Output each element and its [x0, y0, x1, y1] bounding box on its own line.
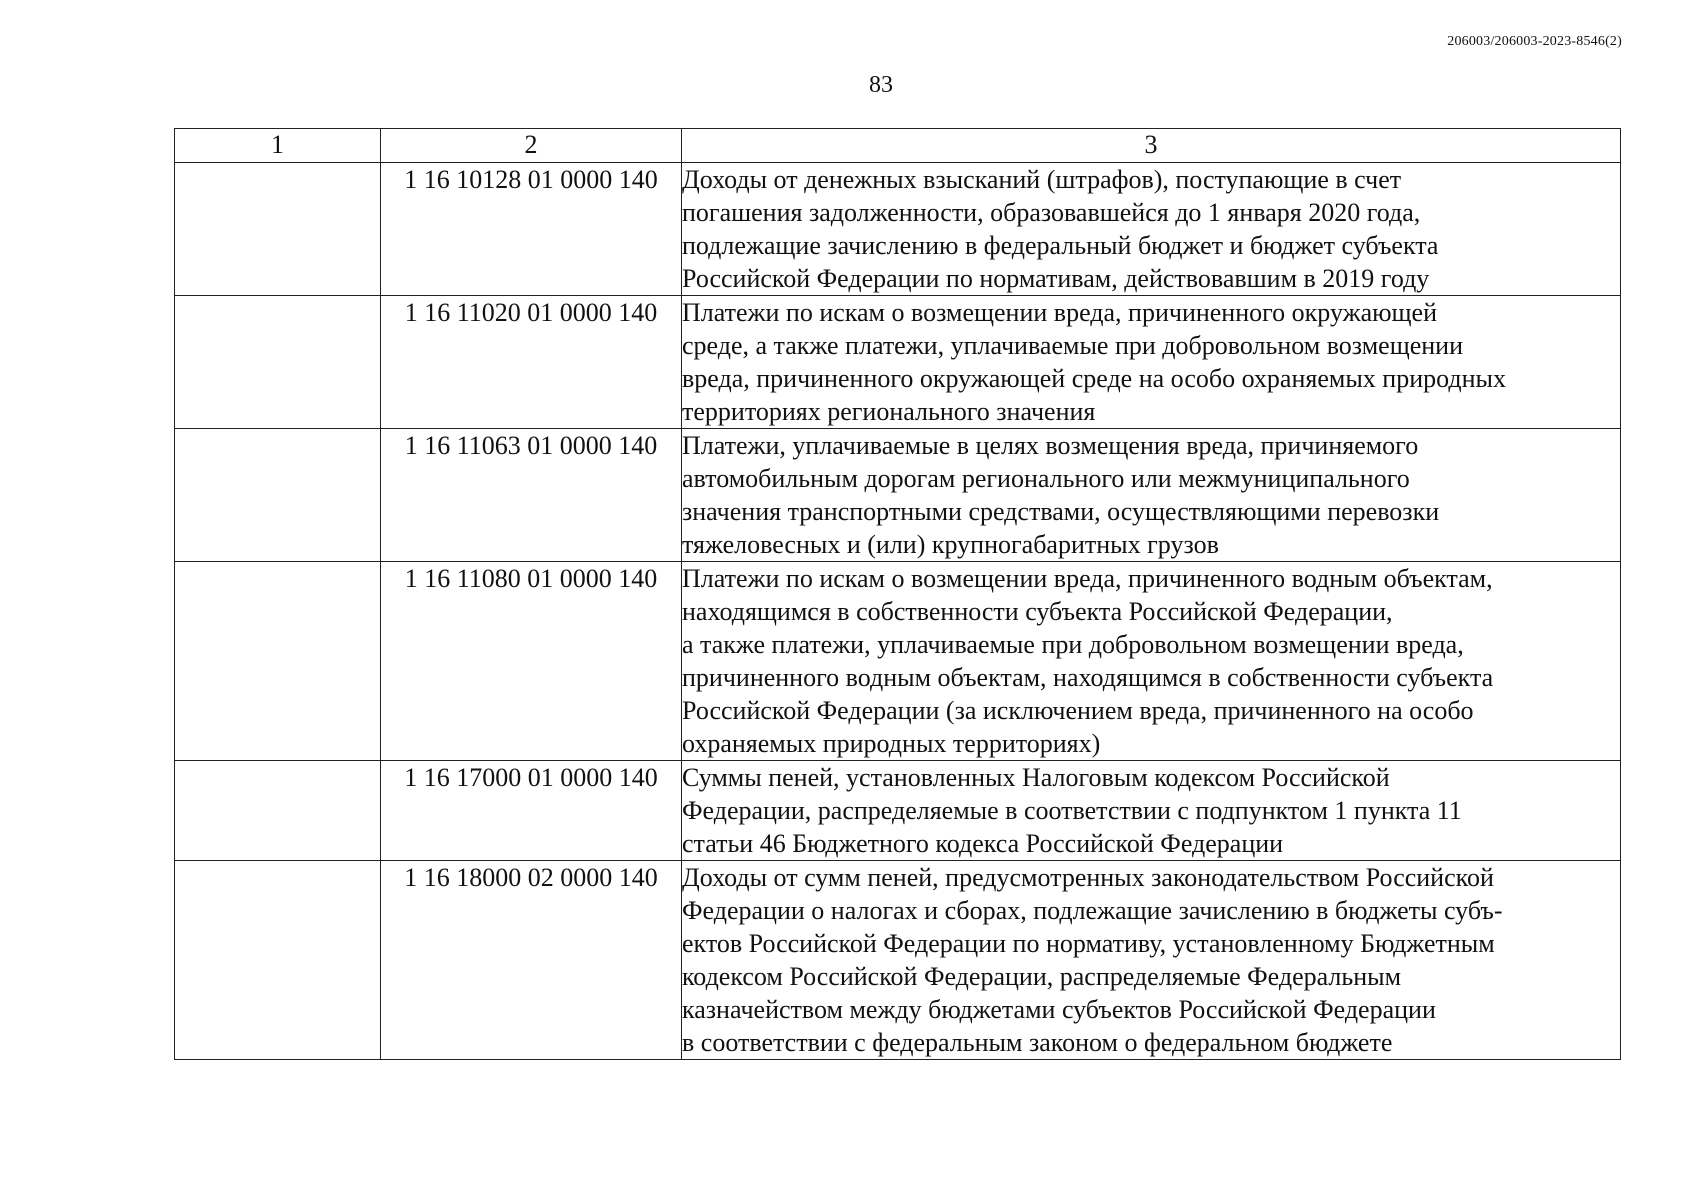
description-line: Суммы пеней, установленных Налоговым кодексом Российской — [682, 763, 1390, 792]
description-line: статьи 46 Бюджетного кодекса Российской Федерации — [682, 829, 1284, 858]
column-number-1: 1 — [175, 129, 381, 163]
admin-code-cell — [175, 429, 381, 562]
description-line: автомобильным дорогам регионального или межмуниципального — [682, 464, 1410, 493]
description-line: находящимся в собственности субъекта Российской Федерации, — [682, 597, 1393, 626]
income-description-cell — [682, 761, 1621, 861]
table-body — [175, 163, 1621, 1060]
table-row — [175, 296, 1621, 429]
description-line: Федерации о налогах и сборах, подлежащие зачислению в бюджеты субъ- — [682, 896, 1503, 925]
income-description-cell — [682, 562, 1621, 761]
budget-code-cell: 1 16 11080 01 0000 140 — [381, 562, 682, 761]
document-number: 206003/206003-2023-8546(2) — [1447, 34, 1622, 49]
description-line: тяжеловесных и (или) крупногабаритных грузов — [682, 530, 1219, 559]
description-line: казначейством между бюджетами субъектов Российской Федерации — [682, 995, 1436, 1024]
budget-code-cell: 1 16 18000 02 0000 140 — [381, 861, 682, 1060]
income-description-cell — [682, 296, 1621, 429]
description-line: Платежи по искам о возмещении вреда, причиненного окружающей — [682, 298, 1438, 327]
description-line: Платежи по искам о возмещении вреда, причиненного водным объектам, — [682, 564, 1493, 593]
description-line: охраняемых природных территориях) — [682, 729, 1101, 758]
description-line: Доходы от сумм пеней, предусмотренных законодательством Российской — [682, 863, 1494, 892]
table-row — [175, 429, 1621, 562]
description-line: Российской Федерации (за исключением вреда, причиненного на особо — [682, 696, 1474, 725]
description-line: значения транспортными средствами, осуществляющими перевозки — [682, 497, 1440, 526]
description-line: Российской Федерации по нормативам, действовавшим в 2019 году — [682, 264, 1430, 293]
page-number: 83 — [869, 72, 893, 98]
table-row — [175, 761, 1621, 861]
column-number-row — [175, 129, 1621, 163]
description-line: погашения задолженности, образовавшейся до 1 января 2020 года, — [682, 198, 1421, 227]
table-row — [175, 562, 1621, 761]
budget-code-cell: 1 16 17000 01 0000 140 — [381, 761, 682, 861]
description-line: в соответствии с федеральным законом о федеральном бюджете — [682, 1028, 1393, 1057]
budget-code-cell: 1 16 11063 01 0000 140 — [381, 429, 682, 562]
description-line: Платежи, уплачиваемые в целях возмещения вреда, причиняемого — [682, 431, 1419, 460]
description-line: подлежащие зачислению в федеральный бюджет и бюджет субъекта — [682, 231, 1439, 260]
budget-code-cell: 1 16 10128 01 0000 140 — [381, 163, 682, 296]
admin-code-cell — [175, 296, 381, 429]
income-description-cell — [682, 861, 1621, 1060]
admin-code-cell — [175, 562, 381, 761]
description-line: Доходы от денежных взысканий (штрафов), поступающие в счет — [682, 165, 1402, 194]
column-number-2: 2 — [381, 129, 682, 163]
budget-classification-table — [174, 128, 1621, 1060]
income-description-cell — [682, 429, 1621, 562]
description-line: территориях регионального значения — [682, 397, 1096, 426]
description-line: а также платежи, уплачиваемые при добровольном возмещении вреда, — [682, 630, 1464, 659]
admin-code-cell — [175, 761, 381, 861]
column-number-3: 3 — [682, 129, 1621, 163]
description-line: кодексом Российской Федерации, распределяемые Федеральным — [682, 962, 1402, 991]
description-line: среде, а также платежи, уплачиваемые при добровольном возмещении — [682, 331, 1463, 360]
description-line: вреда, причиненного окружающей среде на особо охраняемых природных — [682, 364, 1507, 393]
description-line: Федерации, распределяемые в соответствии с подпунктом 1 пункта 11 — [682, 796, 1462, 825]
income-description-cell — [682, 163, 1621, 296]
table-row — [175, 861, 1621, 1060]
description-line: ектов Российской Федерации по нормативу, установленному Бюджетным — [682, 929, 1495, 958]
description-line: причиненного водным объектам, находящимся в собственности субъекта — [682, 663, 1494, 692]
budget-code-cell: 1 16 11020 01 0000 140 — [381, 296, 682, 429]
admin-code-cell — [175, 163, 381, 296]
table-row — [175, 163, 1621, 296]
admin-code-cell — [175, 861, 381, 1060]
